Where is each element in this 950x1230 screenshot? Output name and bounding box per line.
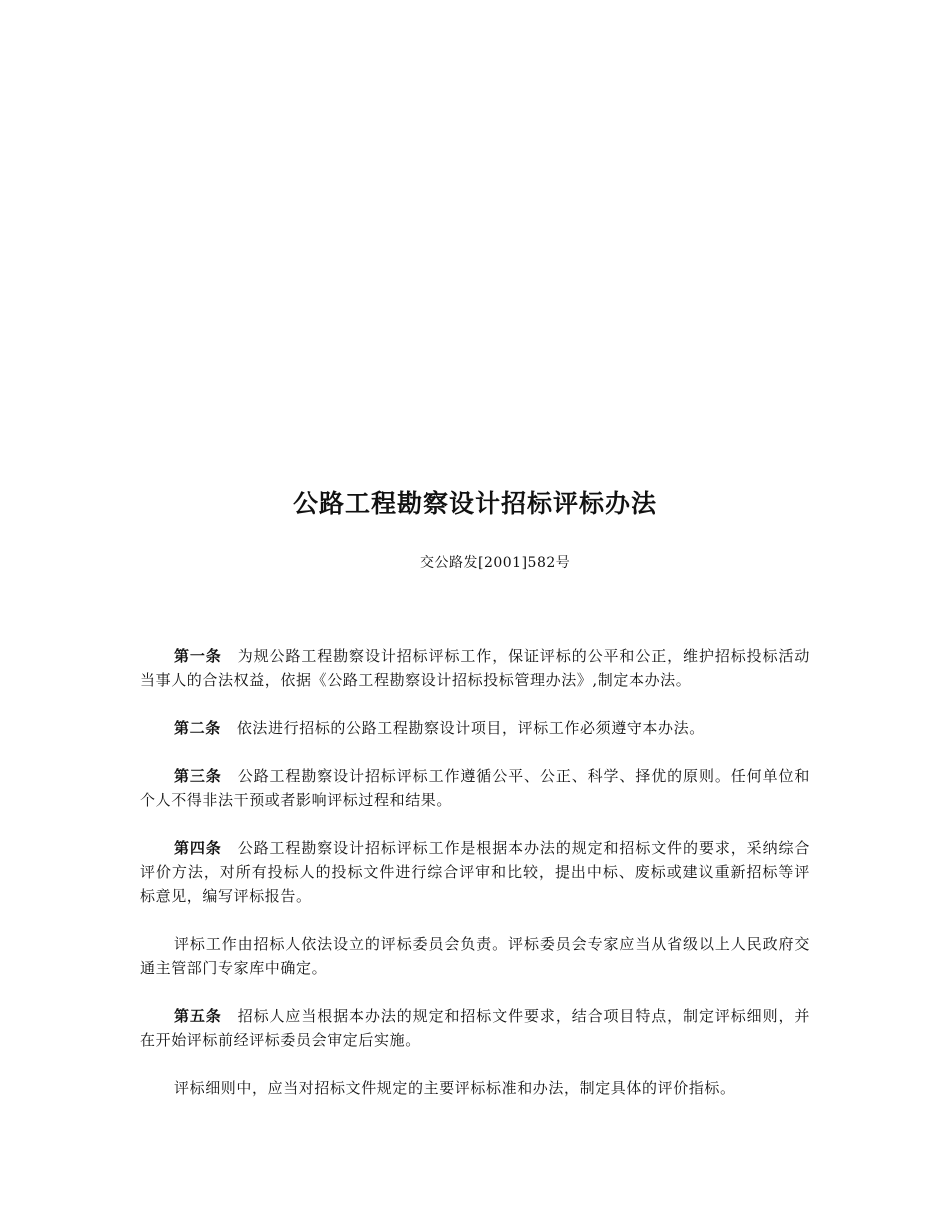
document-number: 交公路发[2001]582号: [420, 555, 571, 571]
paragraph-article-5: [140, 1004, 810, 1052]
paragraph-text: 评标细则中，应当对招标文件规定的主要评标标准和办法，制定具体的评价指标。: [174, 1079, 736, 1097]
document-title: 公路工程勘察设计招标评标办法: [292, 489, 657, 518]
paragraph-article-2: [140, 716, 810, 740]
article-label: 第一条: [174, 647, 222, 665]
paragraph-article-5-continued: [140, 1076, 810, 1100]
document-body: [140, 644, 810, 1124]
paragraph-text: 公路工程勘察设计招标评标工作遵循公平、公正、科学、择优的原则。任何单位和个人不得非法干预或者影响评标过程和结果。: [140, 767, 810, 809]
paragraph-article-4-continued: [140, 932, 810, 980]
paragraph-text: 评标工作由招标人依法设立的评标委员会负责。评标委员会专家应当从省级以上人民政府交通主管部门专家库中确定。: [140, 935, 810, 977]
paragraph-text: 招标人应当根据本办法的规定和招标文件要求，结合项目特点，制定评标细则，并在开始评标前经评标委员会审定后实施。: [140, 1007, 810, 1049]
paragraph-text: 为规公路工程勘察设计招标评标工作，保证评标的公平和公正，维护招标投标活动当事人的合法权益，依据《公路工程勘察设计招标投标管理办法》,制定本办法。: [140, 647, 810, 689]
article-label: 第三条: [174, 767, 222, 785]
article-label: 第五条: [174, 1007, 222, 1025]
article-label: 第二条: [174, 719, 221, 737]
paragraph-text: 公路工程勘察设计招标评标工作是根据本办法的规定和招标文件的要求，采纳综合评价方法，对所有投标人的投标文件进行综合评审和比较，提出中标、废标或建议重新招标等评标意见，编写评标报告。: [140, 839, 810, 905]
paragraph-article-1: [140, 644, 810, 692]
article-label: 第四条: [174, 839, 222, 857]
paragraph-article-3: [140, 764, 810, 812]
paragraph-article-4: [140, 836, 810, 908]
paragraph-text: 依法进行招标的公路工程勘察设计项目，评标工作必须遵守本办法。: [236, 719, 705, 737]
